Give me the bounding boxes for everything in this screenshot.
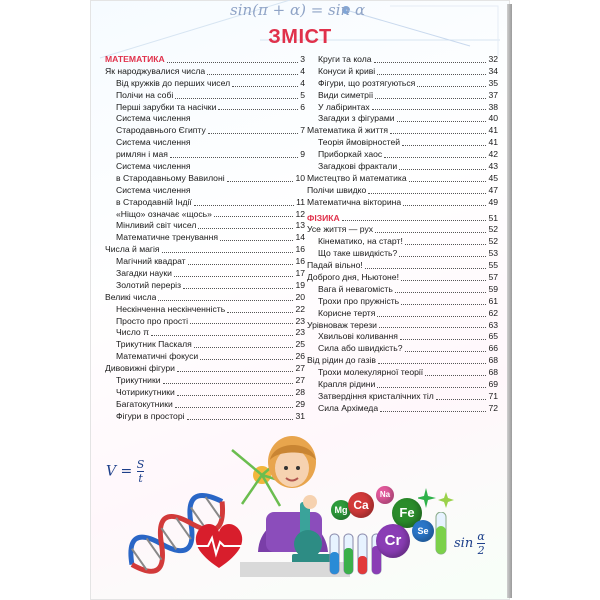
- toc-entry: [307, 125, 498, 137]
- toc-leader-dots: [390, 133, 486, 134]
- toc-entry: [307, 213, 498, 225]
- toc-entry: [307, 113, 498, 125]
- toc-page-number: 25: [295, 339, 305, 350]
- toc-entry: [307, 161, 498, 173]
- toc-entry-title: Загадки з фігурами: [318, 113, 395, 124]
- toc-entry: [307, 66, 498, 78]
- toc-entry: [105, 351, 305, 363]
- toc-page-number: 22: [295, 303, 305, 314]
- toc-entry-title: Перші зарубки та насічки: [116, 101, 217, 112]
- toc-entry: [307, 197, 498, 209]
- toc-entry-title: Нескінченна нескінченність: [116, 303, 226, 314]
- toc-entry: [105, 339, 305, 351]
- toc-entry: [105, 78, 305, 90]
- toc-page-number: 72: [488, 402, 498, 413]
- toc-page-number: 47: [488, 184, 498, 195]
- toc-entry: [307, 90, 498, 102]
- toc-leader-dots: [162, 252, 294, 253]
- toc-entry: [307, 248, 498, 260]
- toc-entry: [105, 66, 305, 78]
- toc-page-number: 32: [488, 53, 498, 64]
- toc-leader-dots: [227, 312, 293, 313]
- toc-entry: [307, 320, 498, 332]
- toc-leader-dots: [436, 399, 487, 400]
- toc-entry: [307, 331, 498, 343]
- toc-entry-title: Фігури в просторі: [116, 410, 185, 421]
- toc-entry: [105, 399, 305, 411]
- toc-leader-dots: [198, 228, 293, 229]
- toc-leader-dots: [399, 169, 486, 170]
- toc-entry: [307, 272, 498, 284]
- toc-entry: [105, 161, 305, 173]
- toc-entry: [307, 343, 498, 355]
- toc-entry-title: Вага й невагомість: [318, 283, 393, 294]
- toc-entry-title: Математичні фокуси: [116, 351, 199, 362]
- toc-page-number: 57: [488, 272, 498, 283]
- toc-page-number: 66: [488, 343, 498, 354]
- toc-entry-title: ФІЗИКА: [307, 212, 340, 223]
- toc-entry: [105, 316, 305, 328]
- toc-leader-dots: [377, 74, 486, 75]
- toc-page-number: 38: [488, 101, 498, 112]
- toc-page-number: 14: [295, 232, 305, 243]
- toc-entry-title: Трикутник Паскаля: [116, 339, 192, 350]
- toc-entry-title: Сила або швидкість?: [318, 343, 403, 354]
- toc-entry-title: Корисне тертя: [318, 307, 376, 318]
- toc-leader-dots: [365, 268, 487, 269]
- velocity-numerator: S: [136, 458, 145, 471]
- toc-leader-dots: [400, 339, 487, 340]
- toc-entry: [105, 256, 305, 268]
- toc-entry-title: Мінливий світ чисел: [116, 220, 197, 231]
- toc-entry-title: Теорія ймовірностей: [318, 137, 401, 148]
- toc-leader-dots: [174, 276, 293, 277]
- toc-leader-dots: [227, 181, 294, 182]
- toc-leader-dots: [375, 98, 486, 99]
- toc-entry-title: Мистецтво й математика: [307, 172, 407, 183]
- element-ball-fe: Fe: [392, 498, 422, 528]
- toc-entry-title: Полічи швидко: [307, 184, 367, 195]
- toc-page-number: 63: [488, 319, 498, 330]
- toc-entry-title: Просто про прості: [116, 315, 188, 326]
- toc-entry-title: Дивовижні фігури: [105, 363, 175, 374]
- toc-leader-dots: [151, 335, 293, 336]
- toc-leader-dots: [194, 205, 294, 206]
- toc-entry-title: Трохи молекулярної теорії: [318, 367, 424, 378]
- toc-entry-title: Урівноваж терези: [307, 319, 377, 330]
- toc-page-number: 26: [295, 351, 305, 362]
- toc-entry: [105, 387, 305, 399]
- toc-entry: [307, 54, 498, 66]
- element-ball-cr: Cr: [376, 524, 410, 558]
- toc-entry-title: Система числення: [116, 137, 191, 148]
- toc-entry-title: Види симетрії: [318, 89, 374, 100]
- toc-entry: [105, 244, 305, 256]
- toc-entry-title: Фігури, що розтягуються: [318, 77, 416, 88]
- toc-leader-dots: [342, 220, 487, 221]
- toc-leader-dots: [401, 304, 486, 305]
- toc-entry: [105, 375, 305, 387]
- toc-page-number: 35: [488, 77, 498, 88]
- toc-entry: [307, 149, 498, 161]
- sin-fraction: [477, 530, 484, 557]
- toc-leader-dots: [207, 74, 298, 75]
- toc-leader-dots: [200, 359, 293, 360]
- toc-page-number: 40: [488, 113, 498, 124]
- toc-leader-dots: [187, 419, 294, 420]
- toc-entry-title: Хвильові коливання: [318, 331, 398, 342]
- toc-entry: [307, 173, 498, 185]
- toc-entry-title: Падай вільно!: [307, 260, 363, 271]
- toc-page-number: 16: [295, 244, 305, 255]
- toc-page-number: 20: [295, 291, 305, 302]
- toc-entry-title: Система числення: [116, 161, 191, 171]
- toc-leader-dots: [378, 363, 487, 364]
- toc-entry-title: Математика й життя: [307, 125, 389, 136]
- toc-page-number: 13: [295, 220, 305, 231]
- sin-numerator: α: [477, 530, 485, 543]
- toc-page-number: 31: [295, 410, 305, 421]
- toc-leader-dots: [167, 62, 298, 63]
- toc-leader-dots: [175, 407, 294, 408]
- toc-page-number: 68: [488, 355, 498, 366]
- toc-entry-title: Великі числа: [105, 291, 157, 302]
- velocity-formula-lhs: V =: [106, 463, 133, 480]
- toc-entry-title: Математичне тренування: [116, 232, 219, 243]
- toc-page-number: 49: [488, 196, 498, 207]
- toc-page-number: 12: [295, 208, 305, 219]
- toc-entry-title: «Ніщо» означає «щось»: [116, 208, 212, 219]
- toc-entry-title: Від кружків до перших чисел: [116, 77, 231, 88]
- element-ball-mg: Mg: [331, 500, 351, 520]
- header-formula: sin(π + α) = sin α: [230, 1, 366, 19]
- toc-entry: [105, 292, 305, 304]
- toc-leader-dots: [395, 292, 487, 293]
- toc-leader-dots: [384, 157, 486, 158]
- toc-entry-title: Полічи на собі: [116, 89, 174, 100]
- toc-page-number: 4: [300, 65, 305, 76]
- toc-leader-dots: [372, 109, 487, 110]
- toc-leader-dots: [208, 133, 298, 134]
- toc-leader-dots: [214, 216, 294, 217]
- toc-entry: [307, 308, 498, 320]
- toc-leader-dots: [409, 181, 487, 182]
- toc-leader-dots: [188, 264, 294, 265]
- toc-page-number: 61: [488, 295, 498, 306]
- toc-left-column: [105, 54, 305, 423]
- toc-entry-title: Число π: [116, 327, 150, 338]
- toc-entry: [105, 363, 305, 375]
- toc-entry: [307, 185, 498, 197]
- toc-leader-dots: [170, 157, 298, 158]
- toc-page-number: 3: [300, 53, 305, 64]
- toc-page-number: 62: [488, 307, 498, 318]
- toc-page-number: 6: [300, 101, 305, 112]
- toc-entry-title: Трохи про пружність: [318, 295, 400, 306]
- toc-page-number: 10: [295, 172, 305, 183]
- toc-entry-title: римлян і мая: [116, 149, 168, 160]
- toc-leader-dots: [403, 205, 486, 206]
- toc-entry-title: Система числення: [116, 184, 191, 195]
- toc-entry: [307, 355, 498, 367]
- toc-leader-dots: [177, 395, 294, 396]
- toc-entry-title: Затвердіння кристалічних тіл: [318, 390, 434, 401]
- toc-page-number: 59: [488, 283, 498, 294]
- toc-entry: [105, 54, 305, 66]
- toc-entry: [105, 232, 305, 244]
- toc-entry-title: Магічний квадрат: [116, 256, 186, 267]
- toc-page-number: 45: [488, 172, 498, 183]
- toc-page-number: 41: [488, 125, 498, 136]
- toc-page-number: 65: [488, 331, 498, 342]
- sin-formula-lhs: sin: [454, 536, 474, 551]
- toc-entry: [307, 224, 498, 236]
- toc-leader-dots: [405, 244, 487, 245]
- toc-entry: [105, 304, 305, 316]
- toc-entry-title: Що таке швидкість?: [318, 248, 398, 259]
- toc-page-number: 41: [488, 137, 498, 148]
- toc-leader-dots: [377, 316, 486, 317]
- toc-leader-dots: [401, 280, 486, 281]
- toc-entry: [307, 78, 498, 90]
- toc-entry: [307, 296, 498, 308]
- toc-page-number: 27: [295, 363, 305, 374]
- toc-entry: [105, 113, 305, 125]
- toc-leader-dots: [397, 121, 487, 122]
- toc-page-number: 5: [300, 89, 305, 100]
- toc-entry: [105, 185, 305, 197]
- toc-page-number: 42: [488, 149, 498, 160]
- toc-leader-dots: [405, 351, 487, 352]
- toc-leader-dots: [402, 145, 486, 146]
- toc-leader-dots: [379, 327, 486, 328]
- toc-leader-dots: [177, 371, 294, 372]
- toc-page-number: 9: [300, 149, 305, 160]
- toc-page-number: 52: [488, 224, 498, 235]
- toc-entry-title: Числа й магія: [105, 244, 160, 255]
- toc-entry: [105, 327, 305, 339]
- toc-entry: [105, 102, 305, 114]
- toc-entry-title: Загадки науки: [116, 268, 172, 279]
- toc-leader-dots: [425, 375, 486, 376]
- page-edge-shadow: [507, 4, 512, 598]
- toc-entry-title: Конуси й криві: [318, 65, 376, 76]
- toc-entry-title: Система числення: [116, 113, 191, 124]
- toc-leader-dots: [163, 383, 294, 384]
- toc-right-column: [307, 54, 498, 415]
- heart-icon: [192, 518, 246, 572]
- toc-leader-dots: [183, 288, 293, 289]
- toc-page-number: 68: [488, 367, 498, 378]
- toc-entry-title: Як народжувалися числа: [105, 65, 206, 76]
- toc-leader-dots: [175, 98, 298, 99]
- toc-entry-title: Загадкові фрактали: [318, 161, 398, 171]
- toc-entry-title: Золотий переріз: [116, 279, 182, 290]
- flask-icon: [430, 512, 452, 556]
- toc-page-number: 17: [295, 268, 305, 279]
- toc-entry: [105, 197, 305, 209]
- velocity-fraction: [137, 458, 145, 485]
- toc-leader-dots: [417, 86, 486, 87]
- sin-half-angle-formula: [454, 530, 485, 557]
- toc-entry: [105, 173, 305, 185]
- element-ball-na: Na: [376, 486, 394, 504]
- toc-page-number: 51: [488, 212, 498, 223]
- toc-entry-title: Математична вікторина: [307, 196, 402, 207]
- toc-entry: [307, 102, 498, 114]
- toc-entry-title: Круги та кола: [318, 53, 372, 64]
- toc-entry-title: Кінематико, на старт!: [318, 236, 403, 247]
- toc-entry-title: Від рідин до газів: [307, 355, 376, 366]
- toc-entry: [105, 149, 305, 161]
- velocity-denominator: t: [138, 472, 143, 485]
- toc-entry-title: Сила Архімеда: [318, 402, 379, 413]
- toc-entry: [105, 209, 305, 221]
- toc-entry-title: в Стародавньому Вавилоні: [116, 172, 225, 183]
- toc-leader-dots: [399, 256, 486, 257]
- toc-entry-title: в Стародавній Індії: [116, 196, 192, 207]
- toc-entry: [307, 284, 498, 296]
- toc-entry-title: Багатокутники: [116, 398, 173, 409]
- toc-entry-title: МАТЕМАТИКА: [105, 53, 165, 64]
- toc-leader-dots: [380, 411, 486, 412]
- toc-page-number: 69: [488, 379, 498, 390]
- toc-entry-title: Крапля рідини: [318, 379, 376, 390]
- toc-entry: [105, 125, 305, 137]
- toc-entry: [105, 268, 305, 280]
- toc-page-number: 53: [488, 248, 498, 259]
- toc-page-number: 16: [295, 256, 305, 267]
- toc-page-number: 27: [295, 375, 305, 386]
- toc-page-number: 19: [295, 279, 305, 290]
- velocity-formula: [106, 458, 144, 485]
- toc-leader-dots: [190, 323, 293, 324]
- sin-denominator: 2: [477, 544, 485, 557]
- toc-leader-dots: [194, 347, 294, 348]
- toc-entry-title: Чотирикутники: [116, 386, 175, 397]
- toc-entry: [307, 236, 498, 248]
- element-ball-ca: Ca: [348, 492, 374, 518]
- toc-entry-title: Доброго дня, Ньютоне!: [307, 272, 399, 283]
- toc-entry-title: Усе життя — рух: [307, 224, 374, 235]
- toc-entry: [105, 280, 305, 292]
- toc-entry: [307, 137, 498, 149]
- toc-page-number: 29: [295, 398, 305, 409]
- toc-entry: [105, 137, 305, 149]
- page-title: ЗМІСТ: [268, 26, 332, 48]
- toc-page-number: 11: [296, 196, 305, 207]
- toc-page-number: 7: [300, 125, 305, 136]
- toc-leader-dots: [232, 86, 298, 87]
- toc-page-number: 34: [488, 65, 498, 76]
- toc-leader-dots: [220, 240, 293, 241]
- toc-entry: [105, 90, 305, 102]
- toc-leader-dots: [218, 109, 298, 110]
- toc-page-number: 71: [488, 390, 498, 401]
- toc-entry: [105, 220, 305, 232]
- element-ball-se: Se: [412, 520, 434, 542]
- toc-page-number: 37: [488, 89, 498, 100]
- toc-page-number: 55: [488, 260, 498, 271]
- toc-page-number: 4: [300, 77, 305, 88]
- toc-entry-title: Трикутники: [116, 375, 161, 386]
- toc-page-number: 43: [488, 161, 498, 171]
- toc-entry: [307, 379, 498, 391]
- toc-leader-dots: [374, 62, 487, 63]
- toc-page-number: 52: [488, 236, 498, 247]
- toc-page-number: 23: [295, 327, 305, 338]
- toc-leader-dots: [158, 300, 293, 301]
- toc-leader-dots: [375, 232, 486, 233]
- toc-entry: [307, 260, 498, 272]
- toc-leader-dots: [377, 387, 486, 388]
- toc-entry-title: Стародавнього Єгипту: [116, 125, 206, 136]
- toc-entry: [307, 391, 498, 403]
- toc-entry: [105, 411, 305, 423]
- toc-leader-dots: [368, 193, 486, 194]
- toc-entry-title: У лабіринтах: [318, 101, 370, 112]
- toc-entry: [307, 403, 498, 415]
- toc-entry: [307, 367, 498, 379]
- toc-page-number: 23: [295, 315, 305, 326]
- toc-entry-title: Приборкай хаос: [318, 149, 383, 160]
- toc-page-number: 28: [295, 386, 305, 397]
